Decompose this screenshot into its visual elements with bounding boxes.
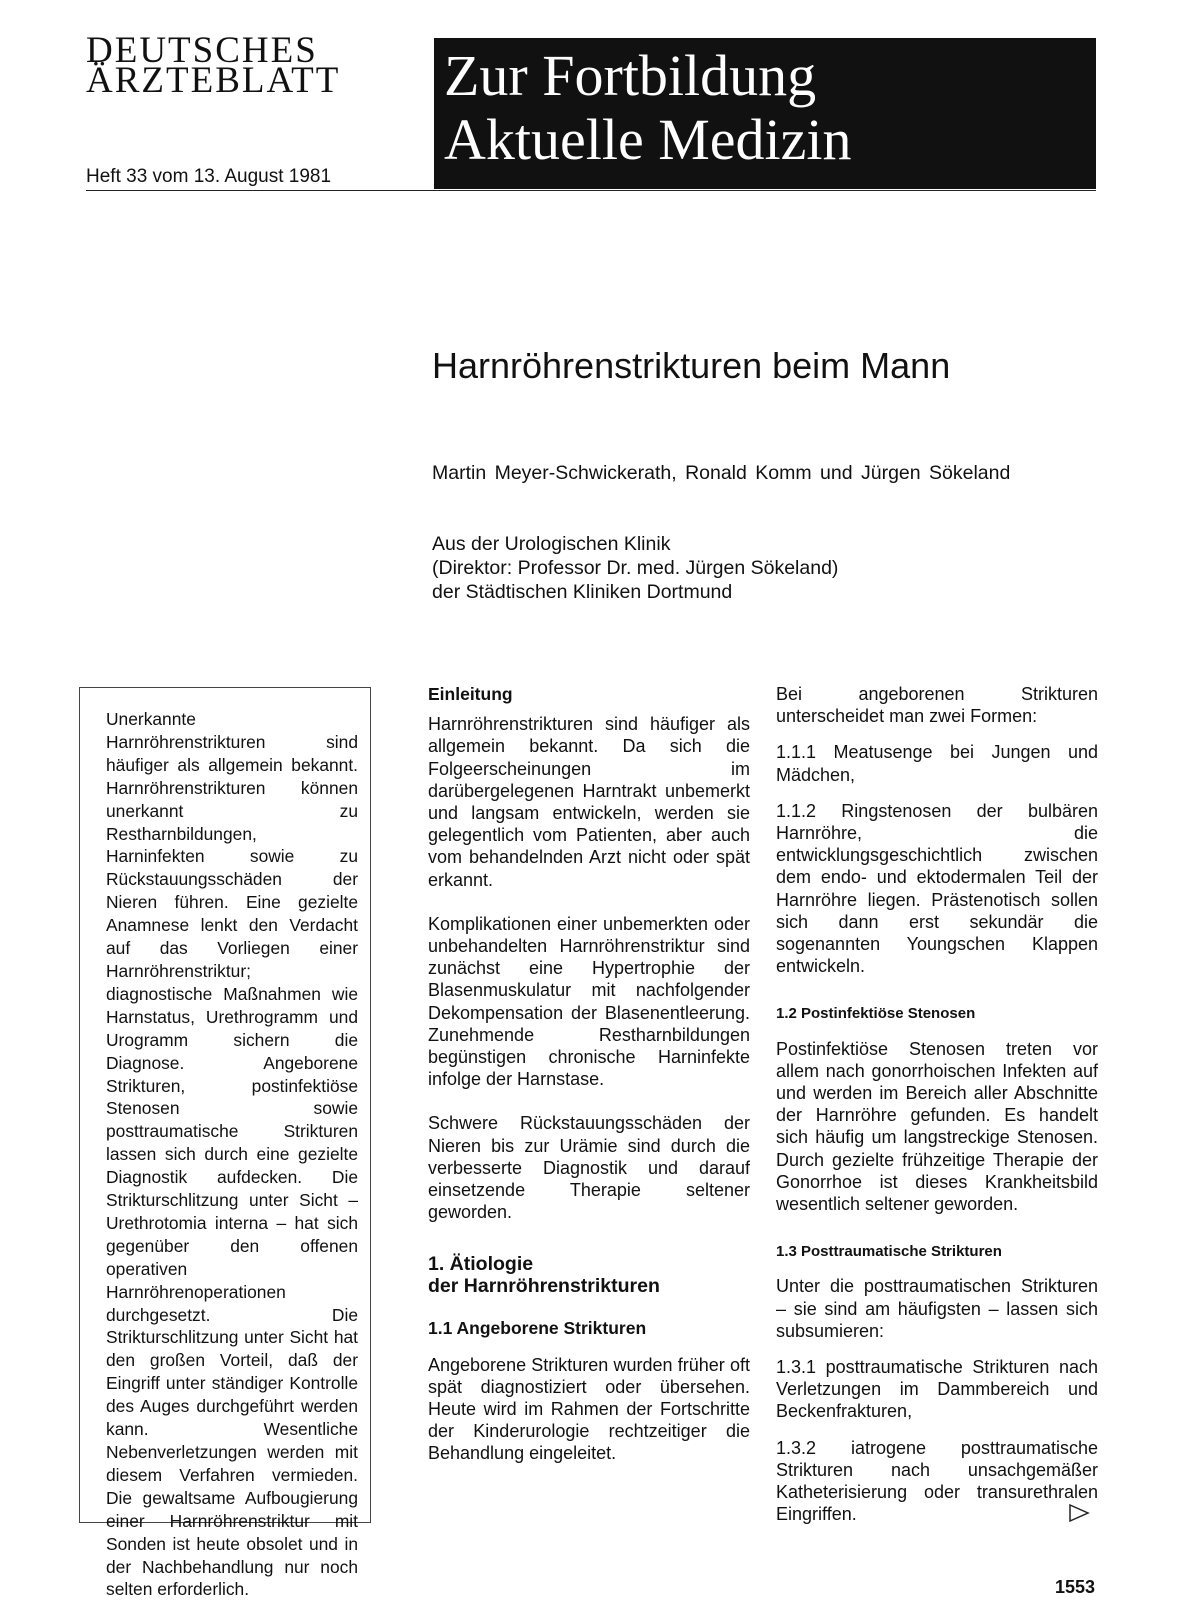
section-1-heading <box>428 1253 750 1297</box>
abstract-text: Unerkannte Harnröhrenstrikturen sind häufiger als allgemein bekannt. Harnröhrenstrikturen können unerkannt zu Restharnbildungen, Harninfekten sowie zu Rückstauungsschäden der Nieren führen. Eine gezielte Anamnese lenkt den Verdacht auf das Vorliegen einer Harnröhrenstriktur; diagnostische Maßnahmen wie Harnstatus, Urethrogramm und Urogramm sichern die Diagnose. Angeborene Strikturen, postinfektiöse Stenosen sowie posttraumatische Strikturen lassen sich durch eine gezielte Diagnostik aufdecken. Die Strikturschlitzung unter Sicht – Urethrotomia interna – hat sich gegenüber den offenen operativen Harnröhrenoperationen durchgesetzt. Die Strikturschlitzung unter Sicht hat den großen Vorteil, daß der Eingriff unter ständiger Kontrolle des Auges durchgeführt werden kann. Wesentliche Nebenverletzungen werden mit diesem Verfahren vermieden. Die gewaltsame Aufbougierung einer Harnröhrenstriktur mit Sonden ist heute obsolet und in der Nachbehandlung nur noch selten erforderlich. <box>106 709 358 1600</box>
paragraph: 1.1.1 Meatusenge bei Jungen und Mädchen, <box>776 742 1098 785</box>
section-1-line-2: der Harnröhrenstrikturen <box>428 1275 660 1298</box>
affiliation-line: (Direktor: Professor Dr. med. Jürgen Sökeland) <box>432 557 839 579</box>
article-authors: Martin Meyer-Schwickerath, Ronald Komm und Jürgen Sökeland <box>432 462 1011 484</box>
subsection-1-2-heading: 1.2 Postinfektiöse Stenosen <box>776 1005 976 1023</box>
affiliation-line: der Städtischen Kliniken Dortmund <box>432 581 733 603</box>
section-1-line-1: 1. Ätiologie <box>428 1253 534 1276</box>
subsection-1-3-heading: 1.3 Posttraumatische Strikturen <box>776 1243 1002 1261</box>
paragraph: Postinfektiöse Stenosen treten vor allem nach gonorrhoischen Infekten auf und werden im Bereich aller Abschnitte der Harnröhre gefunden. Es handelt sich häufig um langstreckige Stenosen. Durch gezielte frühzeitige Therapie der Gonorrhoe ist dieses Krankheitsbild wesentlich seltener geworden. <box>776 1038 1098 1215</box>
header-rule <box>86 190 1096 191</box>
issue-line: Heft 33 vom 13. August 1981 <box>86 166 332 187</box>
masthead-line-2: ÄRZTEBLATT <box>86 60 341 101</box>
paragraph: Unter die posttraumatischen Strikturen – sie sind am häufigsten – lassen sich subsumieren: <box>776 1276 1098 1341</box>
banner-line-1: Zur Fortbildung <box>444 43 817 108</box>
paragraph: 1.1.2 Ringstenosen der bulbären Harnröhre, die entwicklungsgeschichtlich zwischen dem endo- und ektodermalen Teil der Harnröhre liegen. Prästenotisch sollen sich dann erst sekundär die sogenannten Youngschen Klappen entwickeln. <box>776 800 1098 977</box>
subsection-1-1-heading: 1.1 Angeborene Strikturen <box>428 1318 647 1339</box>
journal-masthead <box>86 30 341 101</box>
banner-line-2: Aktuelle Medizin <box>444 107 852 172</box>
article-affiliation <box>432 532 838 604</box>
article-title: Harnröhrenstrikturen beim Mann <box>432 345 951 386</box>
paragraph: 1.3.2 iatrogene posttraumatische Strikturen nach unsachgemäßer Katheterisierung oder transurethralen Eingriffen. <box>776 1437 1098 1525</box>
paragraph: Angeborene Strikturen wurden früher oft spät diagnostiziert oder übersehen. Heute wird im Rahmen der Fortschritte der Kinderurologie rechtzeitiger die Behandlung eingeleitet. <box>428 1354 750 1464</box>
paragraph: 1.3.1 posttraumatische Strikturen nach Verletzungen im Dammbereich und Beckenfrakturen, <box>776 1357 1098 1422</box>
section-banner <box>434 38 1096 189</box>
column-3 <box>776 683 1098 1540</box>
affiliation-line: Aus der Urologischen Klinik <box>432 533 671 555</box>
paragraph: Bei angeborenen Strikturen unterscheidet man zwei Formen: <box>776 684 1098 727</box>
paragraph: Komplikationen einer unbemerkten oder unbehandelten Harnröhrenstriktur sind zunächst eine Hypertrophie der Blasenmuskulatur mit nachfolgender Dekompensation der Blasenentleerung. Zunehmende Restharnbildungen begünstigen chronische Harninfekte infolge der Harnstase. <box>428 913 750 1090</box>
page-number: 1553 <box>1055 1577 1096 1597</box>
intro-heading: Einleitung <box>428 684 513 704</box>
column-2 <box>428 683 750 1479</box>
continue-arrow-icon <box>1068 1503 1090 1523</box>
paragraph: Schwere Rückstauungsschäden der Nieren bis zur Urämie sind durch die verbesserte Diagnostik und darauf einsetzende Therapie seltener geworden. <box>428 1113 750 1223</box>
paragraph: Harnröhrenstrikturen sind häufiger als allgemein bekannt. Da sich die Folgeerscheinungen im darübergelegenen Harntrakt unbemerkt und langsam entwickeln, werden sie gelegentlich vom Patienten, aber auch vom behandelnden Arzt nicht oder spät erkannt. <box>428 714 750 890</box>
masthead-line-1: DEUTSCHES <box>86 30 318 71</box>
